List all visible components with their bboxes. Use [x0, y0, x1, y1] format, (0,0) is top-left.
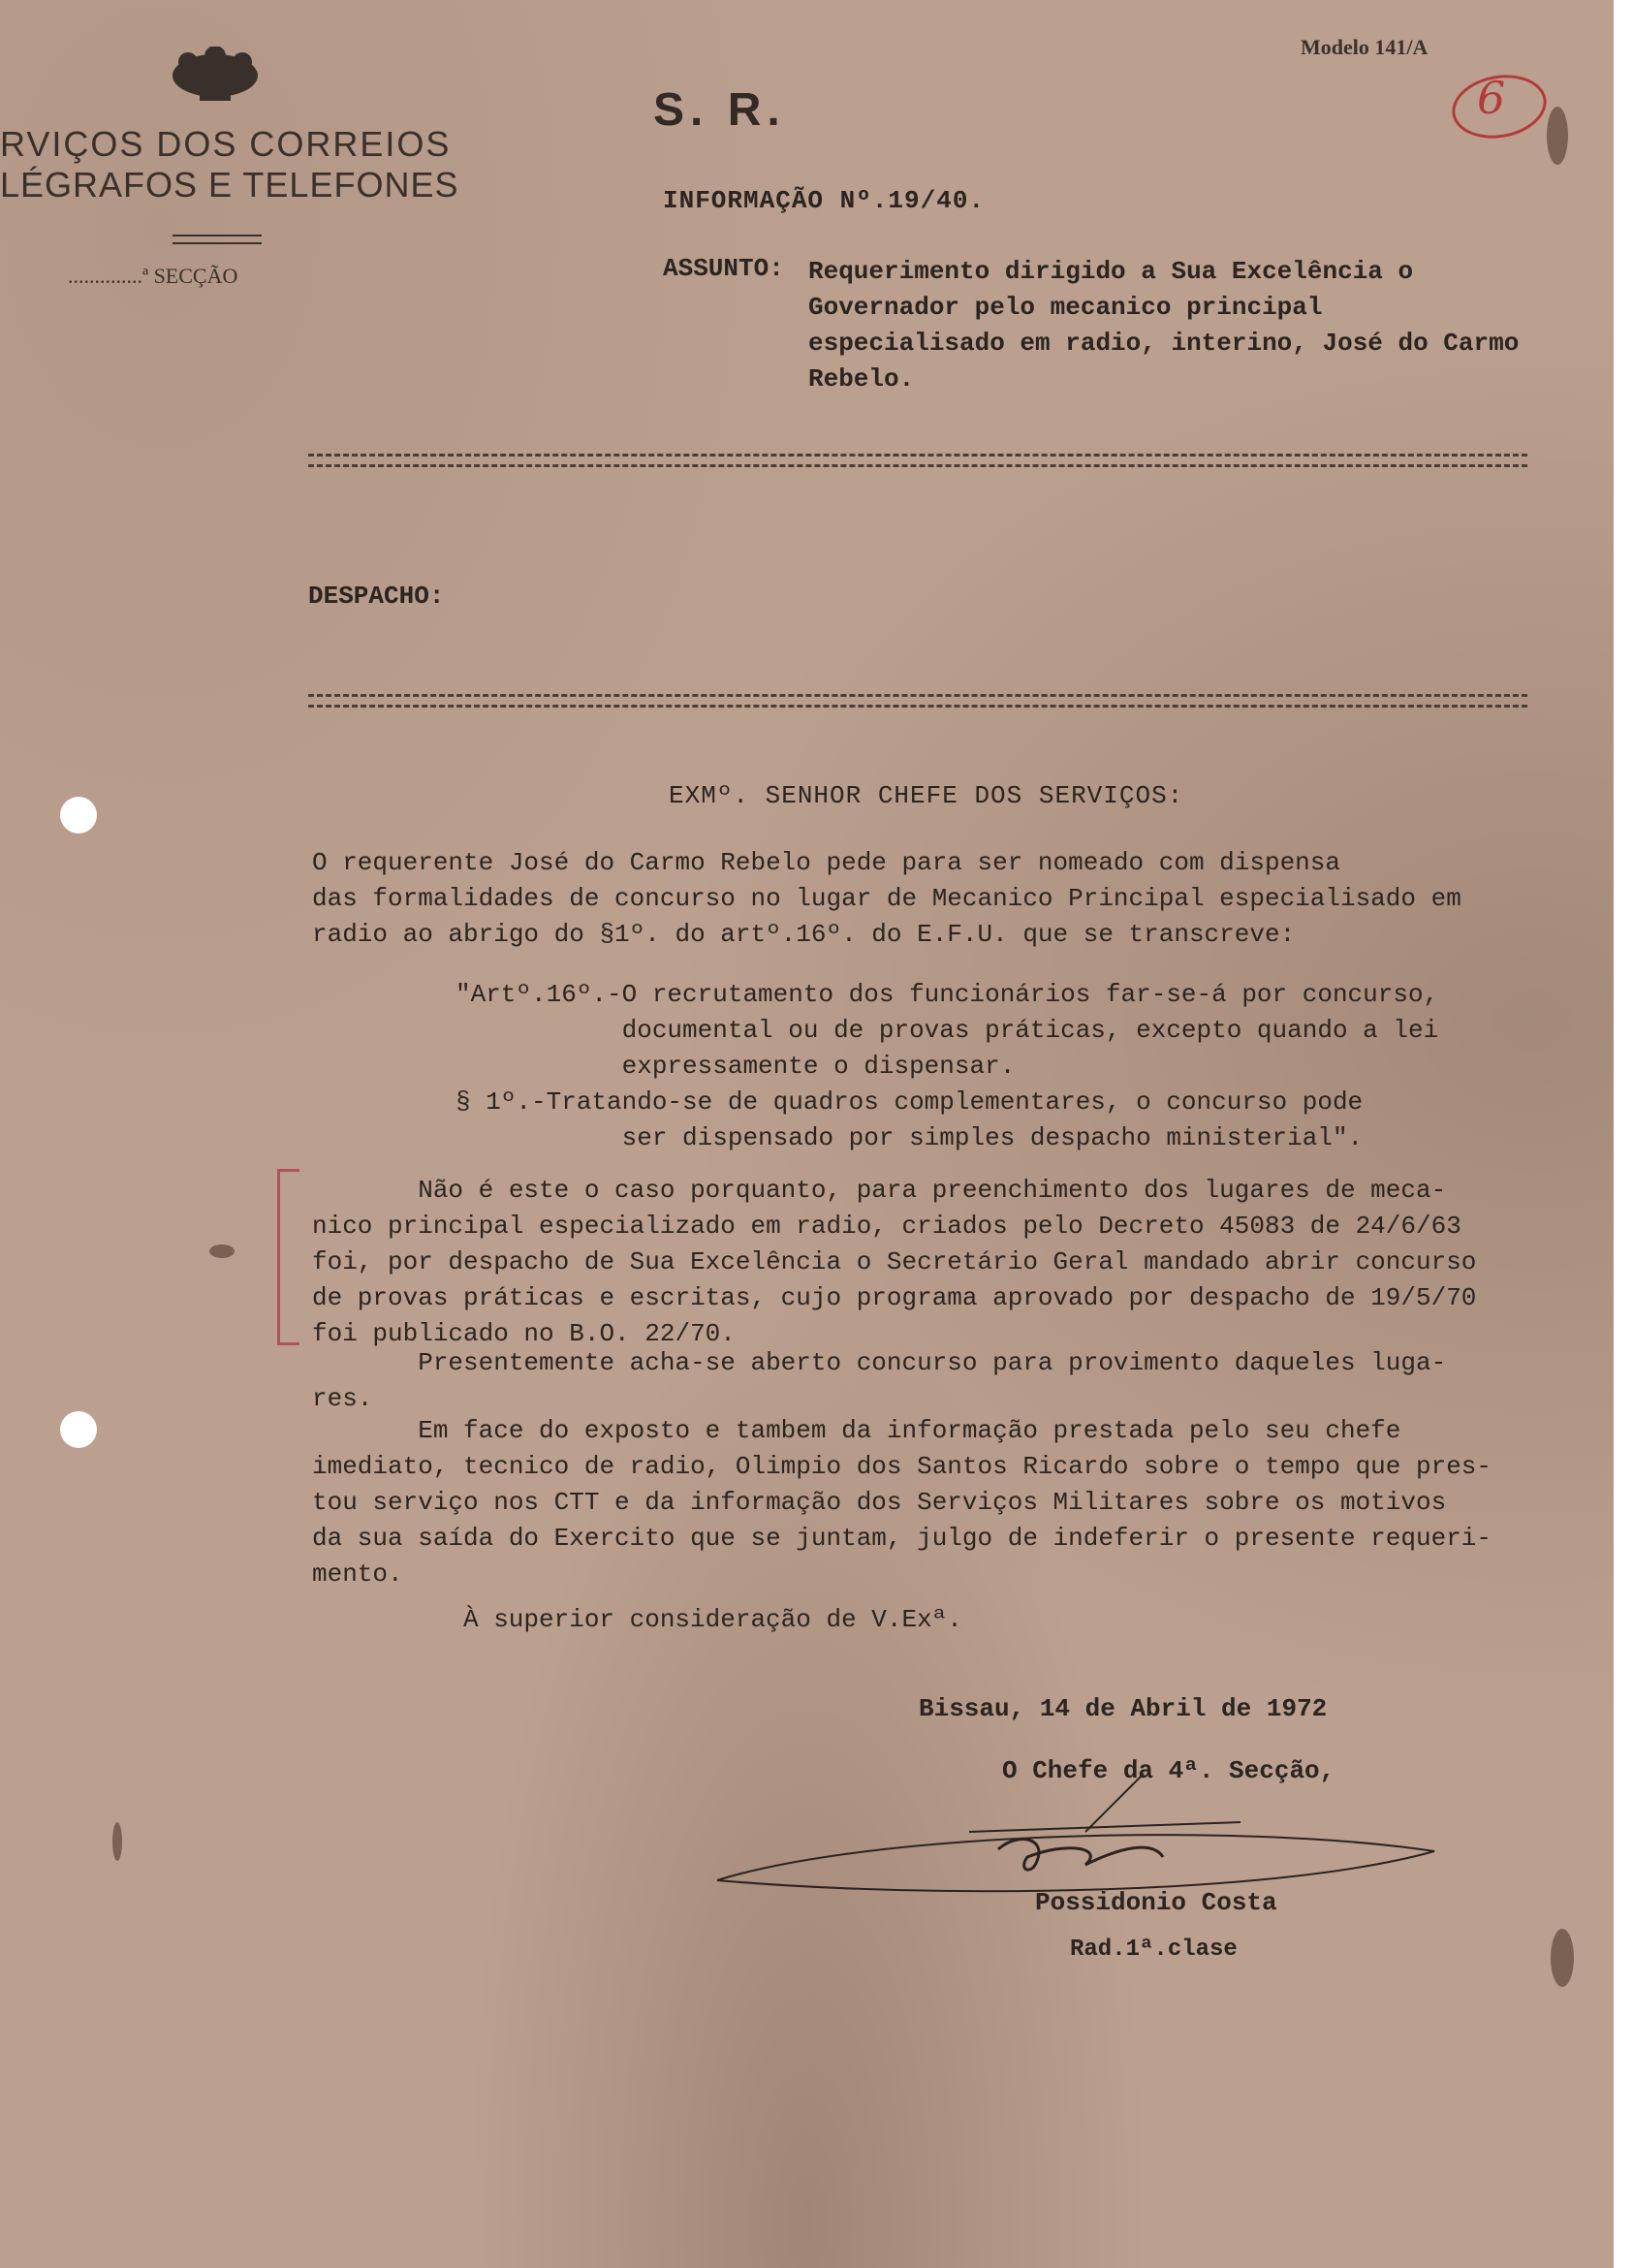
punch-hole: [60, 1411, 97, 1448]
place-and-date: Bissau, 14 de Abril de 1972: [919, 1694, 1328, 1723]
form-model: Modelo 141/A: [1301, 35, 1429, 59]
stain-mark: [112, 1822, 122, 1861]
section-field: ..............ª SECÇÃO: [68, 264, 238, 288]
crest-emblem-icon: [167, 47, 264, 116]
organization-line-1: RVIÇOS DOS CORREIOS: [0, 124, 452, 164]
divider: [173, 235, 262, 244]
paragraph-open-contest: Presentemente acha-se aberto concurso para provimento daqueles luga- res.: [312, 1348, 1447, 1413]
stain-mark: [1551, 1929, 1574, 1987]
information-number: INFORMAÇÃO Nº.19/40.: [663, 186, 986, 215]
quoted-article: "Artº.16º.-O recrutamento dos funcionários far-se-á por concurso, documental ou de provas práticas, excepto quando a lei expressamente o dispensar. § 1º.-Tratando-se de quadros complementares, o concurso pode ser dispensado por simples despacho ministerial".: [455, 980, 1439, 1152]
separator-rule-bottom: [308, 694, 1527, 708]
despacho-label: DESPACHO:: [308, 582, 445, 611]
closing-line: À superior consideração de V.Exª.: [463, 1605, 962, 1634]
signer-rank: Rad.1ª.clase: [1070, 1937, 1238, 1963]
separator-rule-top: [308, 454, 1527, 467]
stain-mark: [1547, 107, 1568, 165]
paragraph-reason: Não é este o caso porquanto, para preenchimento dos lugares de meca- nico principal especializado em radio, criados pelo Decreto 45083 de 24/6/63 foi, por despacho de Sua Excelência o Secretário Geral mandado abrir concurso de provas práticas e escritas, cujo programa aprovado por despacho de 19/5/70 foi publicado no B.O. 22/70.: [312, 1176, 1477, 1348]
page-number: 6: [1477, 72, 1506, 124]
margin-bracket-mark: [277, 1169, 299, 1345]
subject-text: Requerimento dirigido a Sua Excelência o Governador pelo mecanico principal especialisado em radio, interino, José do Carmo Rebelo.: [808, 257, 1520, 394]
header-sr: S. R.: [653, 84, 786, 136]
punch-hole: [60, 797, 97, 834]
signer-name: Possidonio Costa: [1035, 1888, 1277, 1917]
paragraph-request: O requerente José do Carmo Rebelo pede para ser nomeado com dispensa das formalidades de concurso no lugar de Mecanico Principal especialisado em radio ao abrigo do §1º. do artº.16º. do E.F.U. que se transcreve:: [312, 848, 1461, 949]
subject-label: ASSUNTO:: [663, 254, 784, 283]
stain-mark: [209, 1244, 235, 1258]
salutation: EXMº. SENHOR CHEFE DOS SERVIÇOS:: [669, 781, 1184, 810]
organization-line-2: LÉGRAFOS E TELEFONES: [0, 165, 459, 205]
signer-role: O Chefe da 4ª. Secção,: [1002, 1756, 1335, 1785]
paragraph-conclusion: Em face do exposto e tambem da informação prestada pelo seu chefe imediato, tecnico de radio, Olimpio dos Santos Ricardo sobre o tempo que pres- tou serviço nos CTT e da informação dos Serviços Militares sobre os motivos da sua saída do Exercito que se juntam, julgo de indeferir o presente requeri- mento.: [312, 1416, 1492, 1589]
